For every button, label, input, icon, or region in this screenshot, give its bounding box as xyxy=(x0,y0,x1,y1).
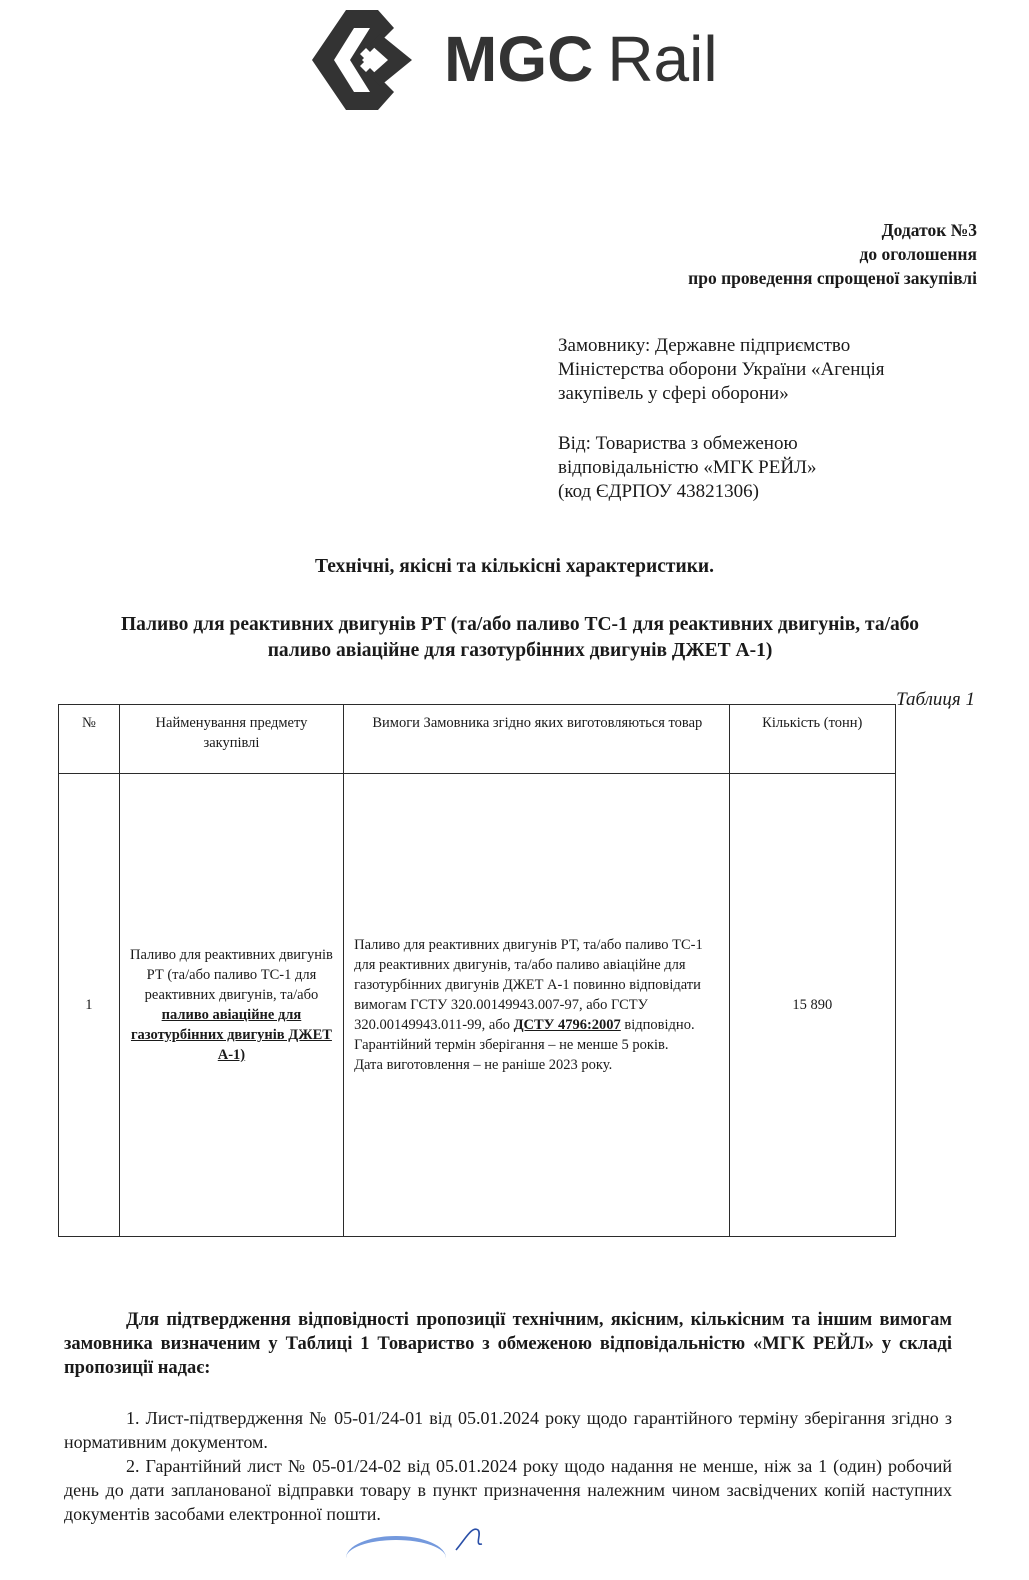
cell-name xyxy=(119,774,343,1237)
annex-heading xyxy=(688,218,977,290)
annex-line-1: Додаток №3 xyxy=(881,220,977,240)
header-num: № xyxy=(59,705,120,774)
seal-icon xyxy=(346,1536,446,1580)
mgc-logo-icon xyxy=(310,8,414,112)
cell-name-text: Паливо для реактивних двигунів РТ (та/або паливо ТС-1 для реактивних двигунів, та/або xyxy=(130,947,333,1003)
req-shelf-life: Гарантійний термін зберігання – не менше 5 років. xyxy=(354,1037,669,1053)
confirmation-paragraph: Для підтвердження відповідності пропозиції технічним, якісним, кількісним та іншим вимогам замовника визначеним у Таблиці 1 Товариство з обмеженою відповідальністю «МГК РЕЙЛ» у складі пропозиції надає: xyxy=(64,1310,952,1378)
from-line-2: відповідальністю «МГК РЕЙЛ» xyxy=(558,457,817,478)
logo-word-rail: Rail xyxy=(607,23,718,95)
req-manufacture-date: Дата виготовлення – не раніше 2023 року. xyxy=(354,1057,613,1073)
cell-requirements xyxy=(344,774,729,1237)
specification-table xyxy=(58,704,896,1237)
cell-num: 1 xyxy=(59,774,120,1237)
req-text-2: відповідно. xyxy=(620,1017,695,1033)
annex-line-3: про проведення спрощеної закупівлі xyxy=(688,268,977,288)
to-line-2: Міністерства оборони України «Агенція xyxy=(558,359,885,380)
to-line-1: Замовнику: Державне підприємство xyxy=(558,335,851,356)
addressee-block xyxy=(558,334,958,504)
table-caption: Таблиця 1 xyxy=(896,689,975,710)
header-name: Найменування предмету закупівлі xyxy=(119,705,343,774)
company-logo xyxy=(310,8,730,112)
cell-name-underlined: паливо авіаційне для газотурбінних двигунів ДЖЕТ А-1) xyxy=(130,1007,332,1063)
cell-quantity: 15 890 xyxy=(729,774,895,1237)
from-line-1: Від: Товариства з обмеженою xyxy=(558,433,798,454)
list-item: 1. Лист-підтвердження № 05-01/24-01 від 05.01.2024 року щодо гарантійного терміну зберігання згідно з нормативним документом. xyxy=(64,1408,952,1452)
signature-icon xyxy=(452,1520,512,1552)
logo-word-mgc: MGC xyxy=(444,23,594,95)
header-requirements: Вимоги Замовника згідно яких виготовляються товар xyxy=(344,705,729,774)
table-header-row xyxy=(59,705,896,774)
req-text-1: Паливо для реактивних двигунів РТ, та/або паливо ТС-1 для реактивних двигунів, та/або паливо авіаційне для газотурбінних двигунів ДЖЕТ А-1 повинно відповідати вимогам ГСТУ 320.00149943.007-97, або ГСТУ 320.00149943.011-99, або xyxy=(354,937,703,1033)
documents-list xyxy=(64,1406,952,1526)
to-line-3: закупівель у сфері оборони» xyxy=(558,383,789,404)
req-standard-underlined: ДСТУ 4796:2007 xyxy=(513,1017,621,1033)
from-line-3: (код ЄДРПОУ 43821306) xyxy=(558,481,759,502)
table-row xyxy=(59,774,896,1237)
document-title: Технічні, якісні та кількісні характеристики. xyxy=(314,556,715,577)
logo-wordmark xyxy=(444,24,718,94)
header-quantity: Кількість (тонн) xyxy=(729,705,895,774)
list-item: 2. Гарантійний лист № 05-01/24-02 від 05.01.2024 року щодо надання не менше, ніж за 1 (один) робочий день до дати запланованої відправки товару в пункт призначення належним чином засвідчених копій наступних документів засобами електронної пошти. xyxy=(64,1456,952,1524)
annex-line-2: до оголошення xyxy=(859,244,977,264)
document-subtitle: Паливо для реактивних двигунів РТ (та/або паливо ТС-1 для реактивних двигунів, та/або паливо авіаційне для газотурбінних двигунів ДЖЕТ А-1) xyxy=(121,614,919,661)
